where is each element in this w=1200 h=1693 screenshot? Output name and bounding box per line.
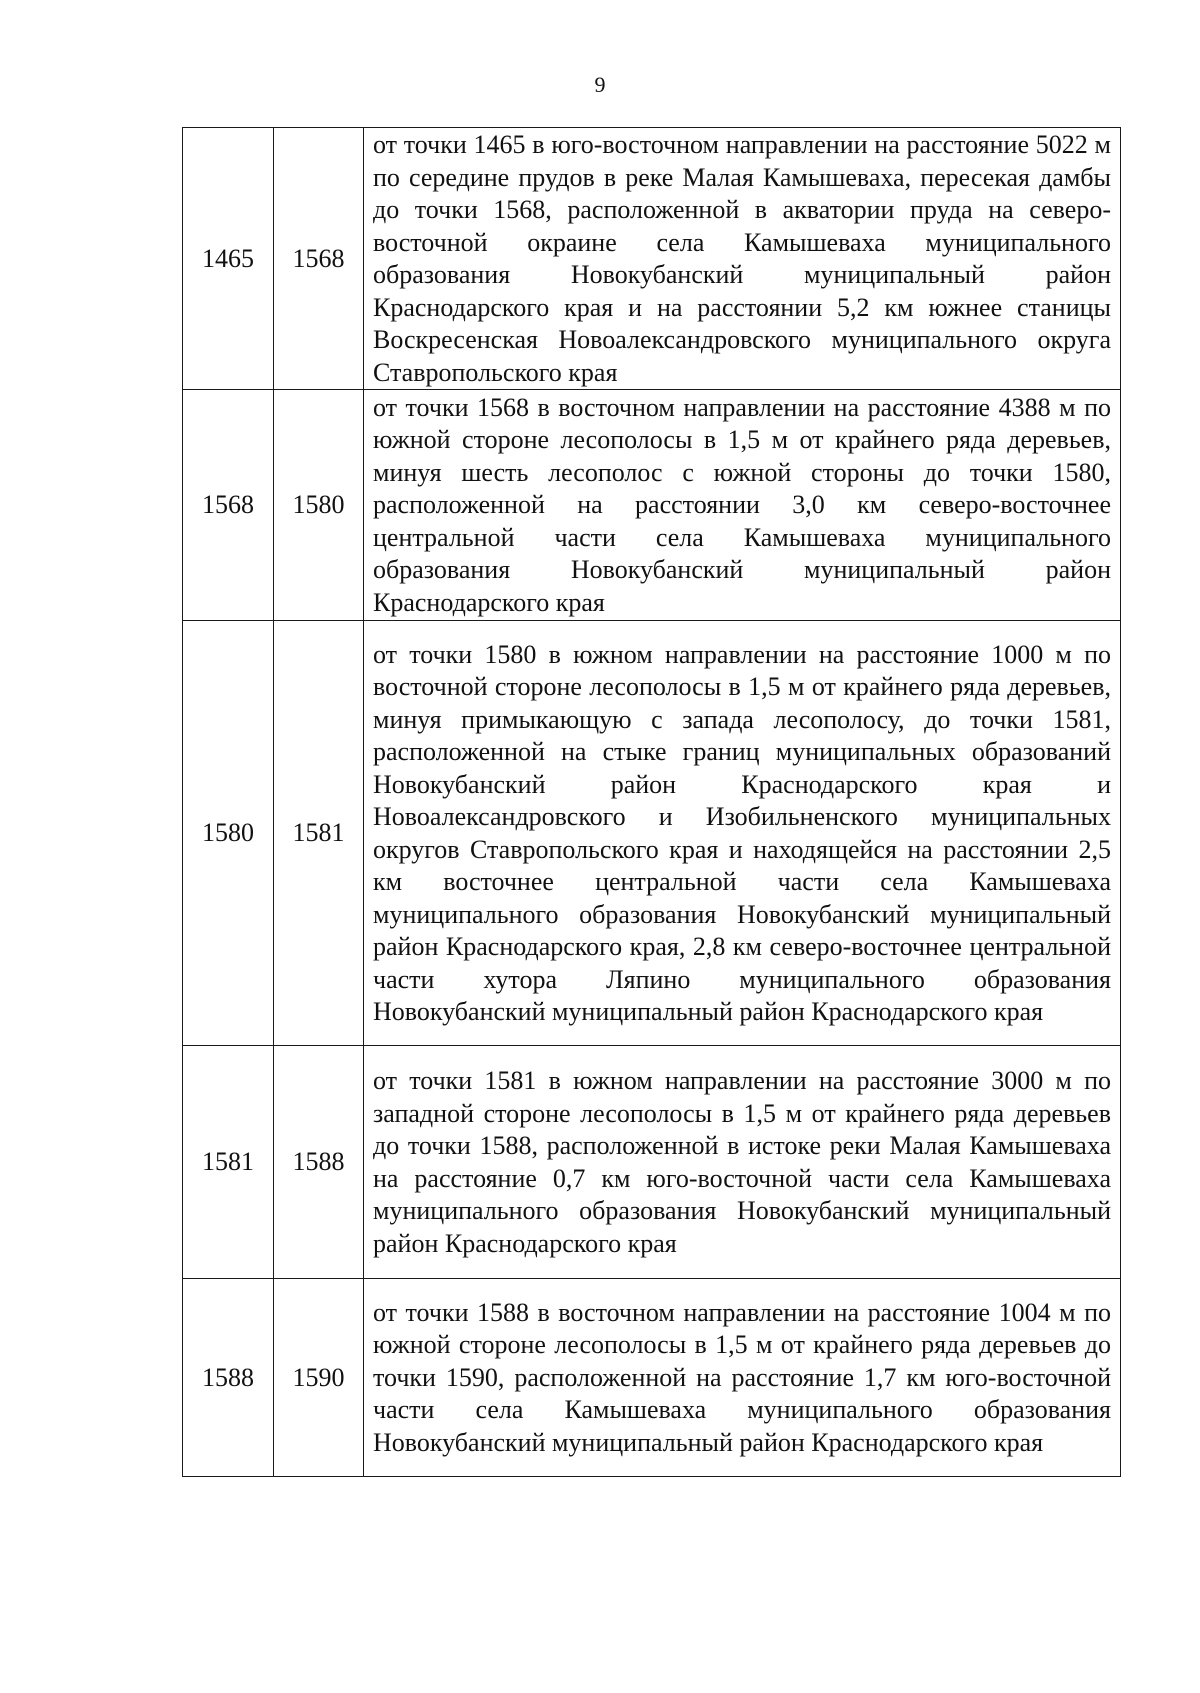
from-point-cell: 1465	[183, 128, 274, 390]
from-point-cell: 1588	[183, 1279, 274, 1477]
from-point-cell: 1580	[183, 621, 274, 1046]
description-cell: от точки 1581 в южном направлении на расстояние 3000 м по западной стороне лесополосы в 1,5 м от крайнего ряда деревьев до точки 1588, расположенной в истоке реки Малая Камышеваха на расстояние 0,7 км юго-восточной части села Камышеваха муниципального образования Новокубанский муниципальный район Краснодарского края	[364, 1046, 1121, 1279]
page-number: 9	[594, 72, 606, 97]
table-row	[183, 621, 1121, 1046]
description-cell: от точки 1588 в восточном направлении на расстояние 1004 м по южной стороне лесополосы в 1,5 м от крайнего ряда деревьев до точки 1590, расположенной на расстояние 1,7 км юго-восточной части села Камышеваха муниципального образования Новокубанский муниципальный район Краснодарского края	[364, 1279, 1121, 1477]
to-point-cell: 1568	[274, 128, 364, 390]
description-cell: от точки 1465 в юго-восточном направлении на расстояние 5022 м по середине прудов в реке Малая Камышеваха, пересекая дамбы до точки 1568, расположенной в акватории пруда на северо-восточной окраине села Камышеваха муниципального образования Новокубанский муниципальный район Краснодарского края и на расстоянии 5,2 км южнее станицы Воскресенская Новоалександровского муниципального округа Ставропольского края	[364, 128, 1121, 390]
boundary-table	[182, 127, 1121, 1477]
from-point-cell: 1568	[183, 390, 274, 621]
description-cell: от точки 1580 в южном направлении на расстояние 1000 м по восточной стороне лесополосы в 1,5 м от крайнего ряда деревьев, минуя примыкающую с запада лесополосу, до точки 1581, расположенной на стыке границ муниципальных образований Новокубанский район Краснодарского края и Новоалександровского и Изобильненского муниципальных округов Ставропольского края и находящейся на расстоянии 2,5 км восточнее центральной части села Камышеваха муниципального образования Новокубанский муниципальный район Краснодарского края, 2,8 км северо-восточнее центральной части хутора Ляпино муниципального образования Новокубанский муниципальный район Краснодарского края	[364, 621, 1121, 1046]
to-point-cell: 1581	[274, 621, 364, 1046]
table-row	[183, 1046, 1121, 1279]
to-point-cell: 1580	[274, 390, 364, 621]
table-row	[183, 1279, 1121, 1477]
to-point-cell: 1590	[274, 1279, 364, 1477]
from-point-cell: 1581	[183, 1046, 274, 1279]
to-point-cell: 1588	[274, 1046, 364, 1279]
table-row	[183, 128, 1121, 390]
description-cell: от точки 1568 в восточном направлении на расстояние 4388 м по южной стороне лесополосы в 1,5 м от крайнего ряда деревьев, минуя шесть лесополос с южной стороны до точки 1580, расположенной на расстоянии 3,0 км северо-восточнее центральной части села Камышеваха муниципального образования Новокубанский муниципальный район Краснодарского края	[364, 390, 1121, 621]
table-row	[183, 390, 1121, 621]
